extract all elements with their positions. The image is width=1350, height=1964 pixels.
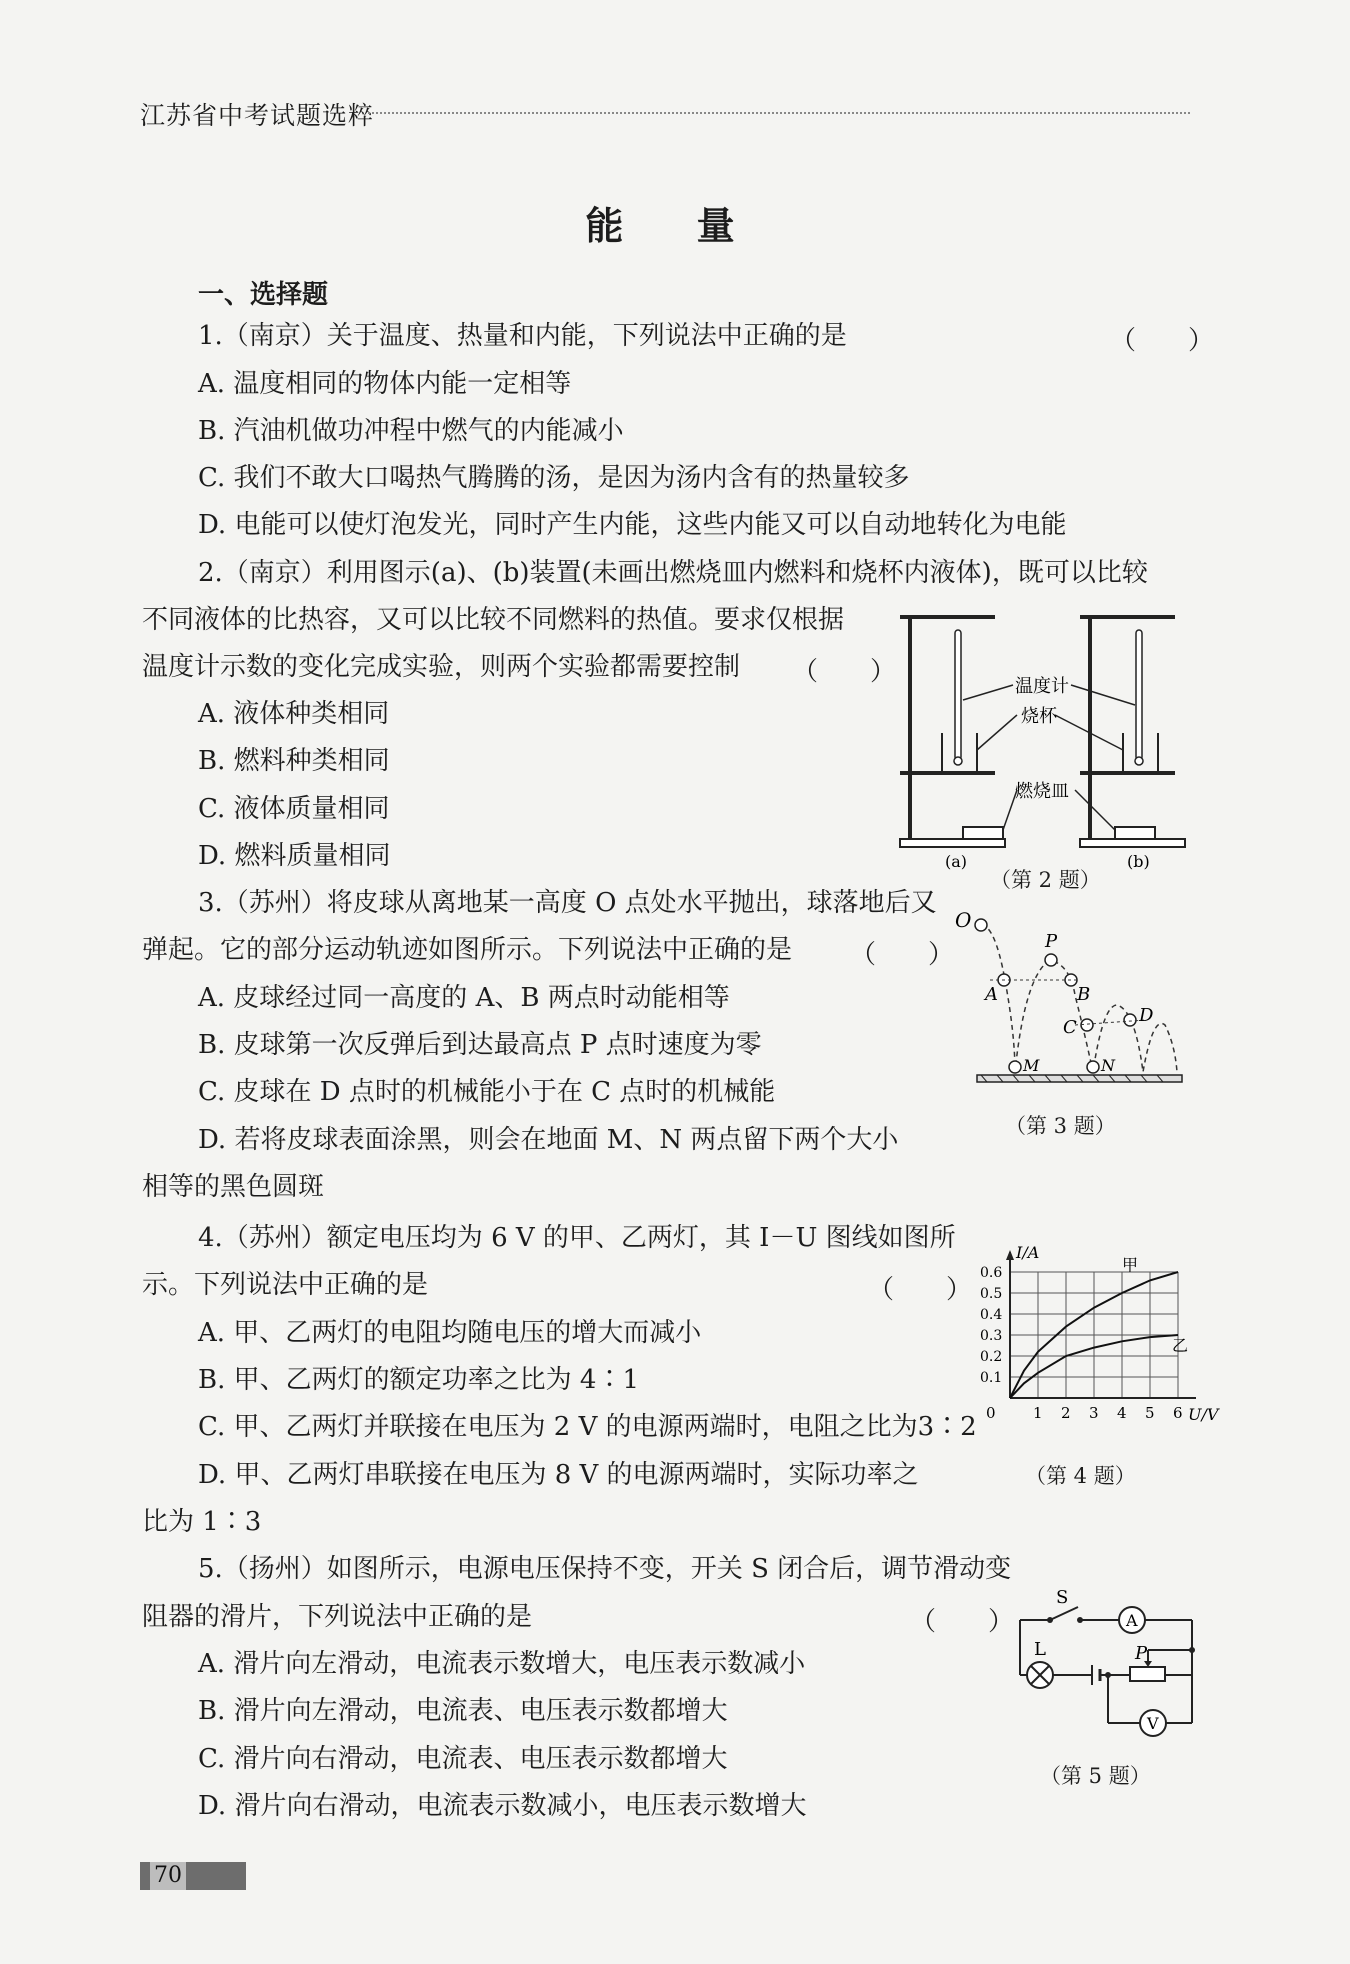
q4-caption: （第 4 题） [1025,1464,1136,1488]
q3-option-d-line2: 相等的黑色圆斑 [142,1172,325,1202]
x-tick-label: 4 [1117,1404,1127,1422]
q4-iu-chart [958,1238,1219,1438]
running-header: 江苏省中考试题选粹 [140,101,375,130]
q5-option-c: C. 滑片向右滑动，电流表、电压表示数都增大 [198,1744,728,1774]
ball-M [1009,1061,1021,1073]
q1-stem: 1.（南京）关于温度、热量和内能，下列说法中正确的是 [198,321,847,351]
label-N: N [1101,1056,1115,1075]
y-tick-label: 0.4 [980,1307,1003,1323]
q2-stem-line1: 2.（南京）利用图示(a)、(b)装置(未画出燃烧皿内燃料和烧杯内液体)，既可以比较 [198,558,1148,588]
series-label-1: 甲 [1122,1255,1139,1275]
x-axis-label: U/V [1188,1405,1219,1424]
q5-answer-paren: （ ） [910,1607,1015,1637]
x-tick-label: 6 [1173,1404,1183,1422]
q1-answer-paren: （ ） [1110,326,1215,356]
beaker-label: 烧杯 [1021,706,1057,727]
rheostat-symbol [1130,1667,1165,1681]
label-P: P [1135,1643,1148,1664]
q2-option-d: D. 燃料质量相同 [198,841,391,871]
ball-C [1081,1019,1093,1031]
y-axis-label: I/A [1016,1243,1040,1262]
q2-stem-line2: 不同液体的比热容，又可以比较不同燃料的热值。要求仅根据 [142,605,845,635]
y-tick-label: 0.5 [980,1286,1003,1302]
q5-option-b: B. 滑片向左滑动，电流表、电压表示数都增大 [198,1696,728,1726]
y-axis-arrow [1006,1250,1014,1260]
q4-stem-line2: 示。下列说法中正确的是 [142,1270,429,1300]
label-a: (a) [945,852,968,871]
label-B: B [1077,984,1091,1005]
y-tick-label: 0.6 [980,1265,1003,1281]
label-A: A [985,984,998,1005]
q1-option-c: C. 我们不敢大口喝热气腾腾的汤，是因为汤内含有的热量较多 [198,463,910,493]
q3-option-b: B. 皮球第一次反弹后到达最高点 P 点时速度为零 [198,1030,762,1060]
x-tick-label: 3 [1089,1404,1099,1422]
label-b: (b) [1127,852,1150,871]
q2-stem-line3: 温度计示数的变化完成实验，则两个实验都需要控制 [142,652,741,682]
q1-option-a: A. 温度相同的物体内能一定相等 [198,369,572,399]
page-number-box [140,1862,246,1890]
q2-option-a: A. 液体种类相同 [198,699,390,729]
q5-stem-line1: 5.（扬州）如图所示，电源电压保持不变，开关 S 闭合后，调节滑动变 [198,1554,1012,1584]
label-L: L [1034,1639,1046,1660]
switch-blade [1050,1607,1078,1620]
q3-option-d-line1: D. 若将皮球表面涂黑，则会在地面 M、N 两点留下两个大小 [198,1125,899,1155]
q2-caption: （第 2 题） [990,868,1101,892]
q3-answer-paren: （ ） [850,940,955,970]
ball-N [1087,1061,1099,1073]
label-V: V [1147,1714,1159,1733]
q3-caption: （第 3 题） [1005,1114,1116,1138]
q3-trajectory-figure [945,905,1195,1085]
label-A: A [1126,1611,1138,1630]
q3-option-c: C. 皮球在 D 点时的机械能小于在 C 点时的机械能 [198,1077,776,1107]
section-heading: 一、选择题 [198,280,329,310]
q5-option-d: D. 滑片向右滑动，电流表示数减小，电压表示数增大 [198,1791,807,1821]
y-tick-label: 0.1 [980,1370,1003,1386]
q4-option-d-line1: D. 甲、乙两灯串联接在电压为 8 V 的电源两端时，实际功率之 [198,1460,919,1490]
q5-circuit-figure [1010,1575,1200,1735]
q4-answer-paren: （ ） [868,1275,973,1305]
label-D: D [1139,1005,1154,1026]
header-dotted-rule [368,112,1190,114]
q1-option-d: D. 电能可以使灯泡发光，同时产生内能，这些内能又可以自动地转化为电能 [198,510,1067,540]
q4-option-d-line2: 比为 1∶3 [142,1507,262,1537]
page-number: 70 [150,1862,186,1890]
label-S: S [1056,1587,1069,1608]
origin-label: 0 [986,1404,996,1422]
q2-answer-paren: （ ） [792,657,897,687]
apparatus-a [900,617,1005,847]
q3-stem-line1: 3.（苏州）将皮球从离地某一高度 O 点处水平抛出，球落地后又 [198,888,937,918]
q1-option-b: B. 汽油机做功冲程中燃气的内能减小 [198,416,624,446]
apparatus-b [1080,617,1185,847]
ball-D [1124,1014,1136,1026]
q5-option-a: A. 滑片向左滑动，电流表示数增大，电压表示数减小 [198,1649,806,1679]
thermometer-label: 温度计 [1015,676,1069,697]
q2-option-b: B. 燃料种类相同 [198,746,390,776]
series-label-2: 乙 [1172,1336,1189,1356]
page-title: 能 量 [585,204,765,248]
label-M: M [1023,1056,1040,1075]
q5-stem-line2: 阻器的滑片，下列说法中正确的是 [142,1602,533,1632]
q2-apparatus-figure [895,605,1200,871]
label-C: C [1063,1017,1077,1038]
q4-option-b: B. 甲、乙两灯的额定功率之比为 4∶1 [198,1365,639,1395]
q4-stem-line1: 4.（苏州）额定电压均为 6 V 的甲、乙两灯，其 I－U 图线如图所 [198,1223,956,1253]
y-tick-label: 0.2 [980,1349,1003,1365]
y-tick-label: 0.3 [980,1328,1003,1344]
x-tick-label: 1 [1033,1404,1043,1422]
x-tick-label: 2 [1061,1404,1071,1422]
dish-label: 燃烧皿 [1015,781,1069,802]
x-tick-label: 5 [1145,1404,1155,1422]
label-O: O [955,908,972,932]
q3-option-a: A. 皮球经过同一高度的 A、B 两点时动能相等 [198,983,730,1013]
q2-option-c: C. 液体质量相同 [198,794,390,824]
q4-option-c: C. 甲、乙两灯并联接在电压为 2 V 的电源两端时，电阻之比为3∶2 [198,1412,977,1442]
ball-O [975,919,987,931]
q4-option-a: A. 甲、乙两灯的电阻均随电压的增大而减小 [198,1318,702,1348]
q3-stem-line2: 弹起。它的部分运动轨迹如图所示。下列说法中正确的是 [142,935,793,965]
ball-P [1045,954,1057,966]
q5-caption: （第 5 题） [1040,1764,1151,1788]
label-P: P [1045,931,1058,952]
